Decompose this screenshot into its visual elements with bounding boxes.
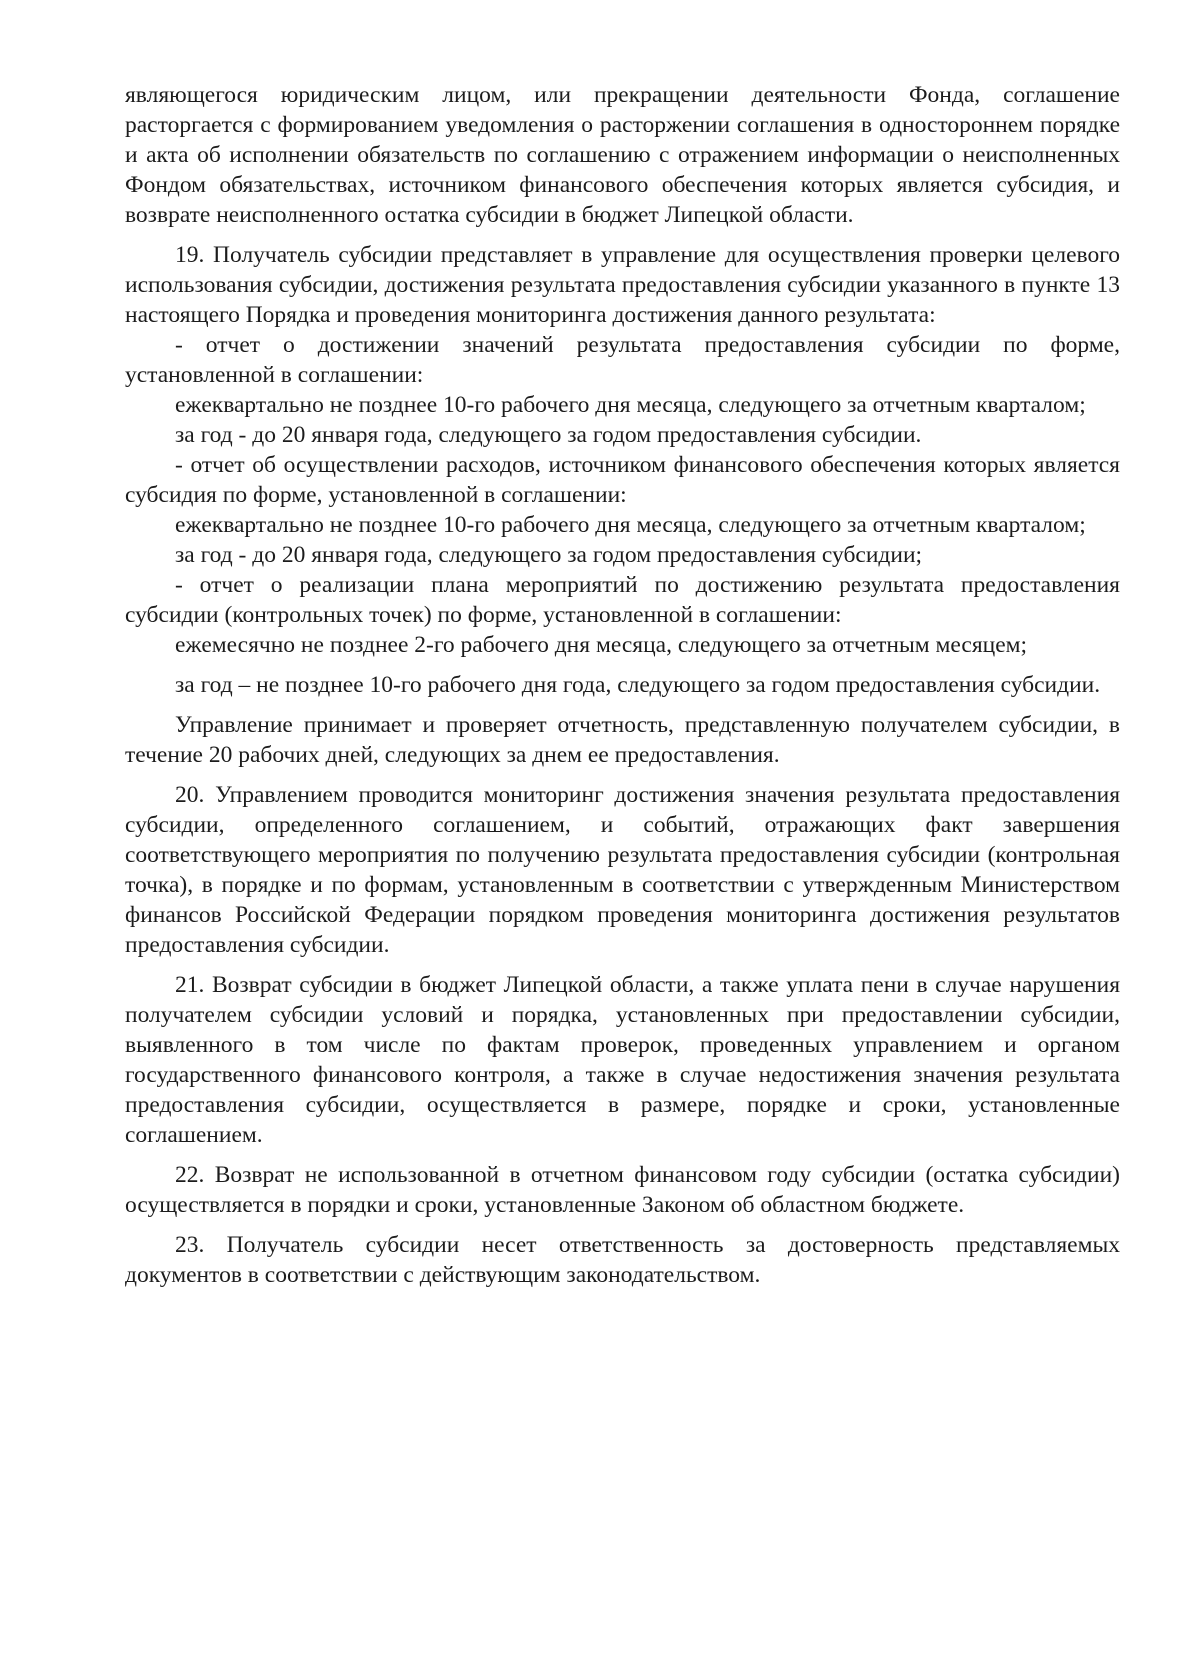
report-plan-monthly: ежемесячно не позднее 2-го рабочего дня месяца, следующего за отчетным месяцем; [175,632,1028,658]
paragraph-19: 19. Получатель субсидии представляет в управление для осуществления проверки целевого использования субсидии, достижения результата предоставления субсидии указанного в пункте 13 настоящего Порядка и проведения мониторинга достижения данного результата: [125,242,1120,328]
report-results-yearly: за год - до 20 января года, следующего за годом предоставления субсидии. [175,422,922,448]
report-expenses-item: - отчет об осуществлении расходов, источником финансового обеспечения которых является субсидия по форме, установленной в соглашении: [125,452,1120,508]
paragraph-23: 23. Получатель субсидии несет ответственность за достоверность представляемых документов в соответствии с действующим законодательством. [125,1232,1120,1288]
report-expenses-yearly: за год - до 20 января года, следующего за годом предоставления субсидии; [175,542,923,568]
report-results-quarterly: ежеквартально не позднее 10-го рабочего дня месяца, следующего за отчетным кварталом; [175,392,1086,418]
paragraph-termination: являющегося юридическим лицом, или прекращении деятельности Фонда, соглашение расторгается с формированием уведомления о расторжении соглашения в одностороннем порядке и акта об исполнении обязательств по соглашению с отражением информации о неисполненных Фондом обязательствах, источником финансового обеспечения которых является субсидия, и возврате неисполненного остатка субсидии в бюджет Липецкой области. [125,82,1120,228]
paragraph-22: 22. Возврат не использованной в отчетном финансовом году субсидии (остатка субсидии) осуществляется в порядки и сроки, установленные Законом об областном бюджете. [125,1162,1120,1218]
paragraph-20: 20. Управлением проводится мониторинг достижения значения результата предоставления субсидии, определенного соглашением, и событий, отражающих факт завершения соответствующего мероприятия по получению результата предоставления субсидии (контрольная точка), в порядке и по формам, установленным в соответствии с утвержденным Министерством финансов Российской Федерации порядком проведения мониторинга достижения результатов предоставления субсидии. [125,782,1120,958]
report-plan-item: - отчет о реализации плана мероприятий по достижению результата предоставления субсидии (контрольных точек) по форме, установленной в соглашении: [125,572,1120,628]
paragraph-review: Управление принимает и проверяет отчетность, представленную получателем субсидии, в течение 20 рабочих дней, следующих за днем ее предоставления. [125,712,1120,768]
report-expenses-quarterly: ежеквартально не позднее 10-го рабочего дня месяца, следующего за отчетным кварталом; [175,512,1086,538]
report-plan-yearly: за год – не позднее 10-го рабочего дня года, следующего за годом предоставления субсидии. [175,672,1101,698]
report-results-item: - отчет о достижении значений результата предоставления субсидии по форме, установленной в соглашении: [125,332,1120,388]
paragraph-21: 21. Возврат субсидии в бюджет Липецкой области, а также уплата пени в случае нарушения получателем субсидии условий и порядка, установленных при предоставлении субсидии, выявленного в том числе по фактам проверок, проведенных управлением и органом государственного финансового контроля, а также в случае недостижения значения результата предоставления субсидии, осуществляется в размере, порядке и сроки, установленные соглашением. [125,972,1120,1148]
